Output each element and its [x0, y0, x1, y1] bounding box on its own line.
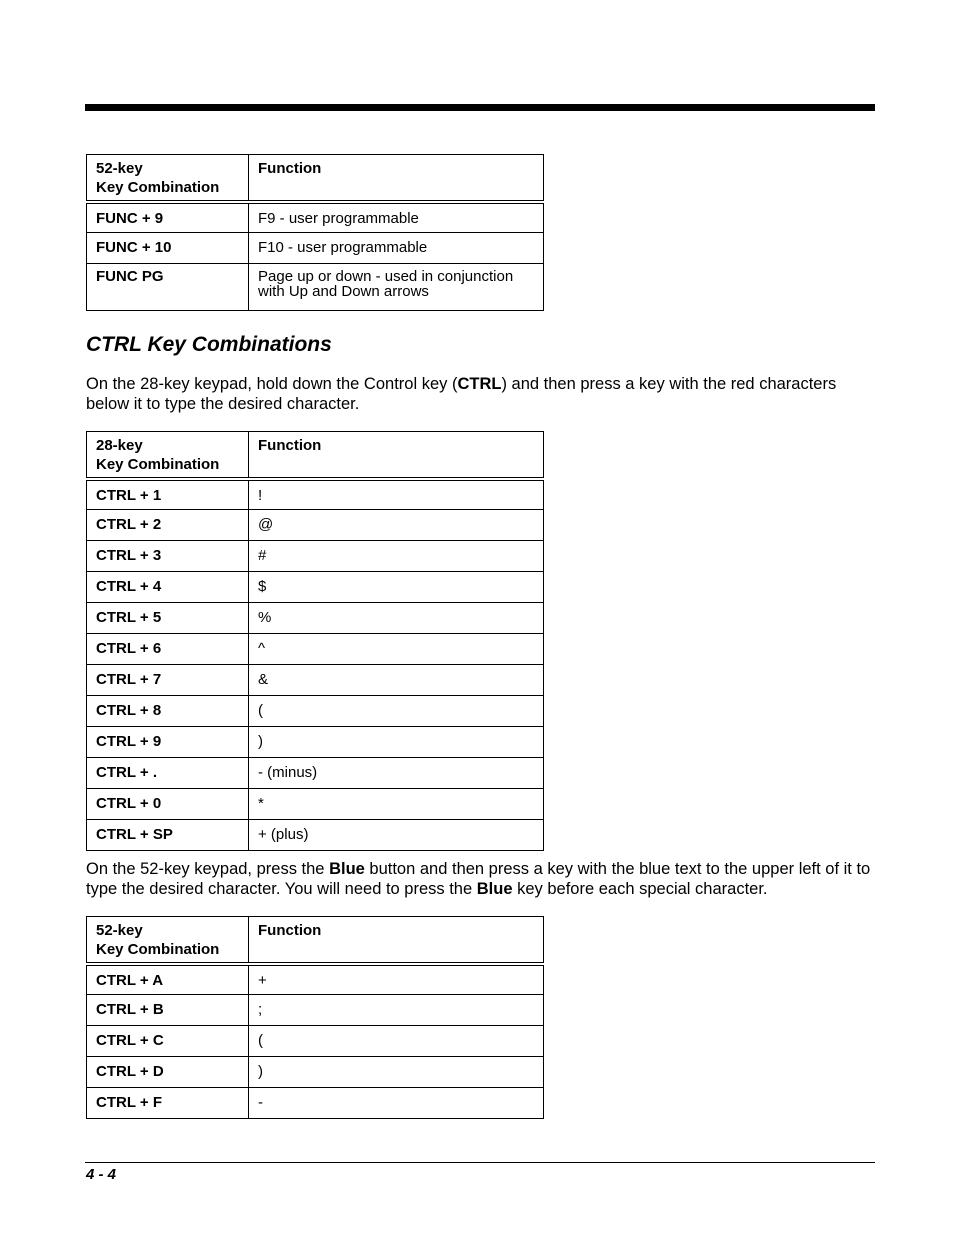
- function-cell: ;: [249, 995, 544, 1026]
- function-cell: + (plus): [249, 820, 544, 851]
- key-cell: CTRL + 1: [87, 479, 249, 510]
- table-row: [87, 510, 544, 541]
- key-cell: CTRL + A: [87, 964, 249, 995]
- paragraph-text: ) and then press a key with the red characters below it to type the desired character.: [86, 375, 837, 413]
- function-cell: +: [249, 964, 544, 995]
- function-cell: [249, 264, 544, 311]
- table-row: [87, 1088, 544, 1119]
- key-cell: CTRL + F: [87, 1088, 249, 1119]
- key-cell: CTRL + SP: [87, 820, 249, 851]
- section-heading: CTRL Key Combinations: [86, 333, 332, 356]
- key-cell: CTRL + D: [87, 1057, 249, 1088]
- table-row: [87, 541, 544, 572]
- footer-rule: [85, 1162, 875, 1163]
- function-cell: *: [249, 789, 544, 820]
- function-cell: ): [249, 1057, 544, 1088]
- key-cell: FUNC PG: [87, 264, 249, 311]
- function-cell-line: with Up and Down arrows: [258, 283, 429, 300]
- table-row: [87, 1057, 544, 1088]
- key-combination-header: [87, 155, 249, 202]
- function-cell: F9 - user programmable: [249, 202, 544, 233]
- header-keypad-label: 52-key: [96, 160, 143, 177]
- table-row: [87, 995, 544, 1026]
- intro-paragraph-28-key: [86, 375, 876, 414]
- function-cell-line: Page up or down - used in conjunction: [258, 268, 514, 285]
- function-cell: -: [249, 1088, 544, 1119]
- function-cell: #: [249, 541, 544, 572]
- function-cell: ^: [249, 634, 544, 665]
- key-cell: CTRL + 8: [87, 696, 249, 727]
- table-row: [87, 964, 544, 995]
- header-rule: [85, 104, 875, 111]
- key-combination-header: [87, 432, 249, 479]
- table-row: [87, 727, 544, 758]
- paragraph-text: button and then press a key with the blue text to the upper left of it to type the desired character. You will need to press the: [86, 860, 871, 898]
- key-combination-header: [87, 917, 249, 964]
- key-cell: CTRL + 5: [87, 603, 249, 634]
- paragraph-bold-text: Blue: [329, 860, 365, 878]
- header-key-combination-label: Key Combination: [96, 941, 220, 958]
- table-header-row: [87, 917, 544, 964]
- ctrl-52-key-table: [86, 916, 544, 1119]
- function-cell: !: [249, 479, 544, 510]
- header-keypad-label: 52-key: [96, 922, 143, 939]
- paragraph-text: On the 28-key keypad, hold down the Control key (: [86, 375, 458, 393]
- key-cell: FUNC + 10: [87, 233, 249, 264]
- table-row: [87, 820, 544, 851]
- function-cell: (: [249, 1026, 544, 1057]
- function-cell: ): [249, 727, 544, 758]
- table-row: [87, 603, 544, 634]
- function-cell: %: [249, 603, 544, 634]
- func-key-table: [86, 154, 544, 311]
- function-cell: @: [249, 510, 544, 541]
- paragraph-bold-text: CTRL: [457, 375, 502, 393]
- table-row: [87, 479, 544, 510]
- key-cell: CTRL + C: [87, 1026, 249, 1057]
- header-key-combination-label: Key Combination: [96, 179, 220, 196]
- function-cell: (: [249, 696, 544, 727]
- table-header-row: [87, 432, 544, 479]
- table-row: [87, 665, 544, 696]
- intro-paragraph-52-key: [86, 860, 876, 899]
- key-cell: CTRL + 2: [87, 510, 249, 541]
- key-cell: CTRL + 0: [87, 789, 249, 820]
- header-keypad-label: 28-key: [96, 437, 143, 454]
- page-number: 4 - 4: [86, 1166, 117, 1183]
- key-cell: CTRL + 3: [87, 541, 249, 572]
- table-row: [87, 1026, 544, 1057]
- table-row: [87, 264, 544, 311]
- header-key-combination-label: Key Combination: [96, 456, 220, 473]
- paragraph-text: On the 52-key keypad, press the: [86, 860, 330, 878]
- ctrl-28-key-table: [86, 431, 544, 851]
- key-cell: FUNC + 9: [87, 202, 249, 233]
- table-row: [87, 634, 544, 665]
- table-row: [87, 233, 544, 264]
- table-row: [87, 572, 544, 603]
- key-cell: CTRL + 6: [87, 634, 249, 665]
- paragraph-bold-text: Blue: [476, 879, 513, 898]
- key-cell: CTRL + 9: [87, 727, 249, 758]
- table-row: [87, 202, 544, 233]
- function-header: Function: [249, 432, 544, 479]
- function-cell: F10 - user programmable: [249, 233, 544, 264]
- key-cell: CTRL + .: [87, 758, 249, 789]
- function-header: Function: [249, 917, 544, 964]
- function-header: Function: [249, 155, 544, 202]
- paragraph-text: key before each special character.: [512, 879, 768, 898]
- function-cell: - (minus): [249, 758, 544, 789]
- function-cell: $: [249, 572, 544, 603]
- key-cell: CTRL + 4: [87, 572, 249, 603]
- function-cell: &: [249, 665, 544, 696]
- table-row: [87, 758, 544, 789]
- table-row: [87, 789, 544, 820]
- table-row: [87, 696, 544, 727]
- key-cell: CTRL + B: [87, 995, 249, 1026]
- table-header-row: [87, 155, 544, 202]
- key-cell: CTRL + 7: [87, 665, 249, 696]
